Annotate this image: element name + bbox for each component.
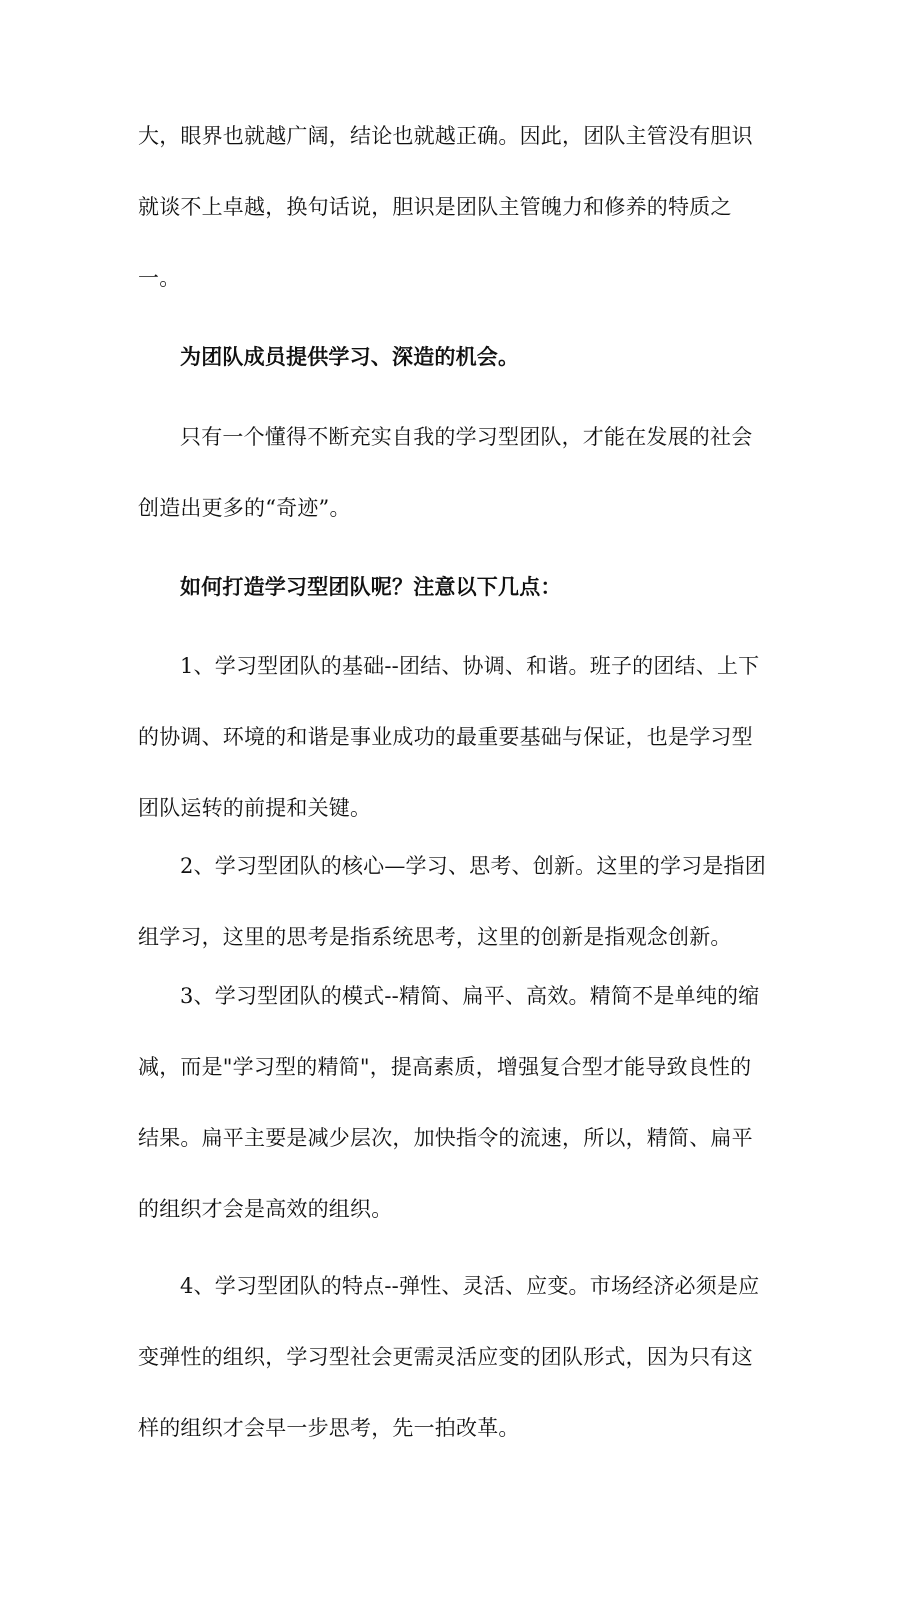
paragraph-line: 减，而是"学习型的精简"，提高素质，增强复合型才能导致良性的 [138, 1055, 752, 1079]
paragraph-line: 组学习，这里的思考是指系统思考，这里的创新是指观念创新。 [138, 925, 732, 949]
paragraph-line: 就谈不上卓越，换句话说，胆识是团队主管魄力和修养的特质之 [138, 195, 732, 219]
paragraph-line: 2、学习型团队的核心—学习、思考、创新。这里的学习是指团 [180, 854, 766, 878]
paragraph-line: 团队运转的前提和关键。 [138, 796, 372, 820]
section-heading: 如何打造学习型团队呢？注意以下几点： [180, 574, 562, 599]
paragraph-line: 结果。扁平主要是减少层次，加快指令的流速，所以，精简、扁平 [138, 1126, 753, 1150]
paragraph-line: 样的组织才会早一步思考，先一拍改革。 [138, 1416, 520, 1440]
paragraph-line: 3、学习型团队的模式--精简、扁平、高效。精简不是单纯的缩 [180, 984, 760, 1008]
paragraph-line: 大，眼界也就越广阔，结论也就越正确。因此，团队主管没有胆识 [138, 124, 753, 148]
paragraph-line: 1、学习型团队的基础--团结、协调、和谐。班子的团结、上下 [180, 654, 760, 678]
paragraph-line: 4、学习型团队的特点--弹性、灵活、应变。市场经济必须是应 [180, 1274, 760, 1298]
paragraph-line: 变弹性的组织，学习型社会更需灵活应变的团队形式，因为只有这 [138, 1345, 753, 1369]
paragraph-line: 的协调、环境的和谐是事业成功的最重要基础与保证，也是学习型 [138, 725, 753, 749]
paragraph-line: 创造出更多的“奇迹”。 [138, 496, 351, 520]
section-heading: 为团队成员提供学习、深造的机会。 [180, 344, 520, 369]
paragraph-line: 一。 [138, 266, 181, 290]
paragraph-line: 只有一个懂得不断充实自我的学习型团队，才能在发展的社会 [180, 425, 753, 449]
paragraph-line: 的组织才会是高效的组织。 [138, 1197, 393, 1221]
